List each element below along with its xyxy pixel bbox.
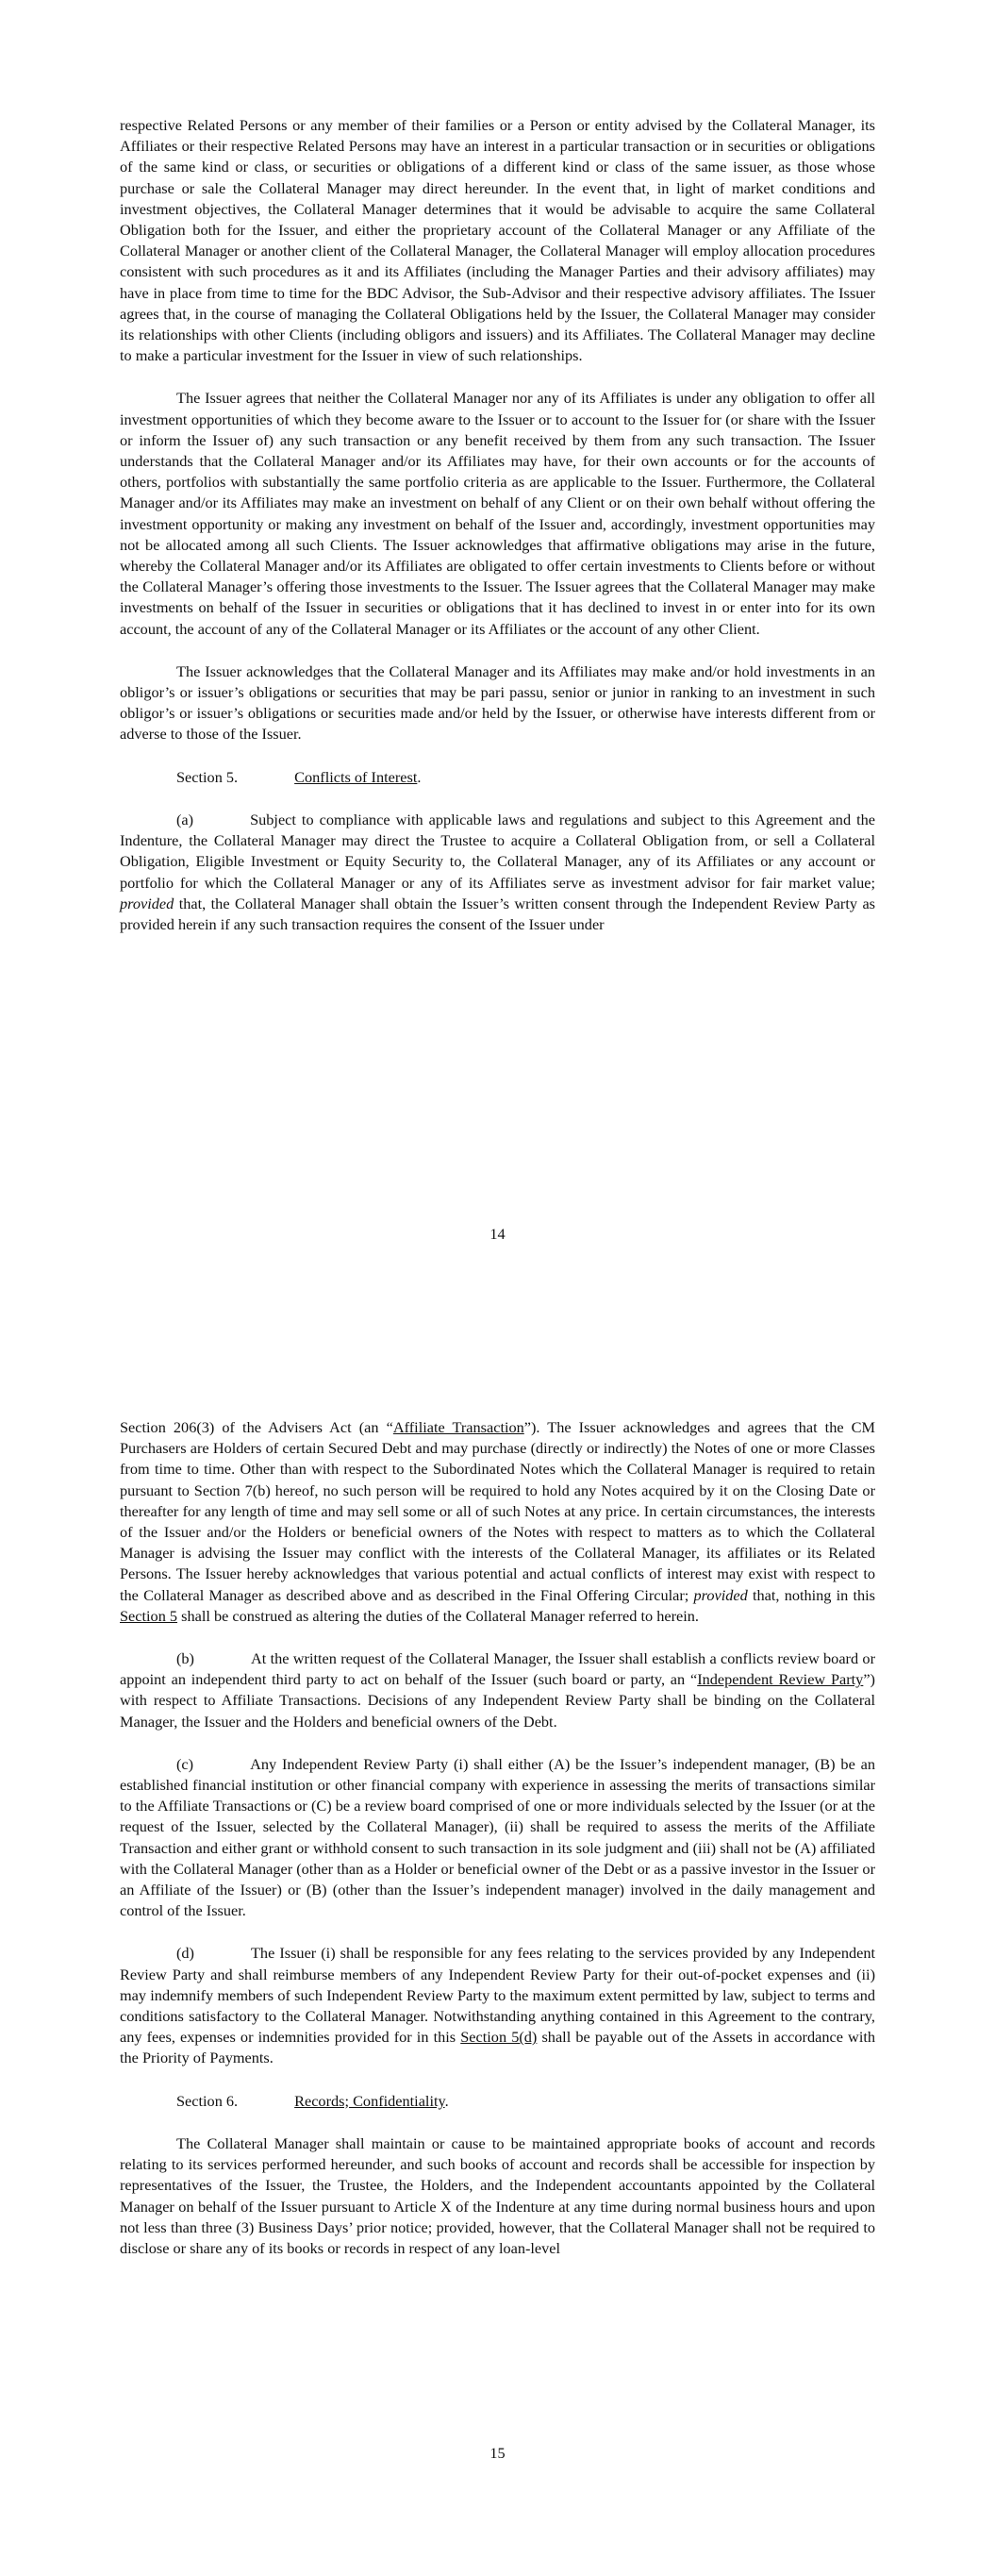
subparagraph-text: Subject to compliance with applicable laws and regulations and subject to this Agreement and the Indenture, the Collateral Manager may direct the Trustee to acquire a Collateral Obligation from, or sell a Collateral Obligation, Eligible Investment or Equity Security to, the Collateral Manager, any of its Affiliates or any account or portfolio for which the Collateral Manager or any of its Affiliates serve as investment advisor for fair market value; <box>120 810 875 892</box>
subparagraph-d <box>120 1943 875 2068</box>
document-page-15 <box>0 1288 995 2576</box>
section-title: Records; Confidentiality <box>294 2091 445 2110</box>
subparagraph-a <box>120 810 875 935</box>
subparagraph-text: The Issuer (i) shall be responsible for any fees relating to the services provided by any Independent Review Party and shall reimburse members of any Independent Review Party for their out-of-pocket expenses and (ii) may indemnify members of such Independent Review Party to the maximum extent permitted by law, subject to terms and conditions satisfactory to the Collateral Manager. Notwithstanding anything contained in this Agreement to the contrary, any fees, expenses or indemnities provided for in this <box>120 1944 875 2047</box>
section-reference: Section 5(d) <box>460 2028 538 2047</box>
paragraph-text: that, nothing in this <box>753 1585 876 1604</box>
section-number: Section 5. <box>176 767 239 786</box>
section-heading <box>120 2091 875 2112</box>
section-title-period: . <box>444 2091 449 2110</box>
section-number: Section 6. <box>176 2091 239 2110</box>
page-number: 14 <box>489 1225 506 1243</box>
subparagraph-c <box>120 1754 875 1922</box>
subparagraph-label: (c) <box>176 1754 194 1773</box>
section-heading <box>120 767 875 788</box>
subparagraph-text: that, the Collateral Manager shall obtain the Issuer’s written consent through the Independent Review Party as provided herein if any such transaction requires the consent of the Issuer under <box>120 894 876 933</box>
page-number: 15 <box>489 2444 506 2462</box>
page-body <box>120 1417 875 2281</box>
italic-term: provided <box>120 894 174 912</box>
defined-term: Affiliate Transaction <box>392 1418 524 1436</box>
section-title-period: . <box>417 767 422 786</box>
page-body <box>120 115 875 957</box>
defined-term: Independent Review Party <box>697 1670 864 1689</box>
paragraph-continuation <box>120 1417 875 1627</box>
paragraph: The Issuer agrees that neither the Collateral Manager nor any of its Affiliates is under any obligation to offer all investment opportunities of which they become aware to the Issuer or to account to the Issuer for (or share with the Issuer or inform the Issuer of) any such transaction or any benefit received by them from any such transaction. The Issuer understands that the Collateral Manager and/or its Affiliates may have, for their own accounts or for the accounts of others, portfolios with substantially the same portfolio criteria as are applicable to the Issuer. Furthermore, the Collateral Manager and/or its Affiliates may make an investment on behalf of any Client or on their own behalf without offering the investment opportunity or making any investment on behalf of the Issuer and, accordingly, investment opportunities may not be allocated among all such Clients. The Issuer acknowledges that affirmative obligations may arise in the future, whereby the Collateral Manager and/or its Affiliates are obligated to offer certain investments to Clients before or without the Collateral Manager’s offering those investments to the Issuer. The Issuer agrees that the Collateral Manager may make investments on behalf of the Issuer in securities or obligations that it has declined to invest in or enter into for its own account, the account of any of the Collateral Manager or its Affiliates or the account of any other Client. <box>120 389 875 638</box>
section-reference: Section 5 <box>120 1606 178 1625</box>
paragraph-text: Section 206(3) of the Advisers Act (an “ <box>120 1418 393 1436</box>
paragraph: The Collateral Manager shall maintain or cause to be maintained appropriate books of account and records relating to its services performed hereunder, and such books of account and records shall be accessible for inspection by representatives of the Issuer, the Trustee, the Holders, and the Independent accountants appointed by the Collateral Manager on behalf of the Issuer pursuant to Article X of the Indenture at any time during normal business hours and upon not less than three (3) Business Days’ prior notice; provided, however, that the Collateral Manager shall not be required to disclose or share any of its books or records in respect of any loan-level <box>120 2133 875 2257</box>
paragraph-text: shall be construed as altering the duties of the Collateral Manager referred to herein. <box>181 1606 699 1625</box>
paragraph: respective Related Persons or any member of their families or a Person or entity advised by the Collateral Manager, its Affiliates or their respective Related Persons may have an interest in a particular transaction or in securities or obligations of the same kind or class, or securities or obligations of a different kind or class of the same issuer, as those whose purchase or sale the Collateral Manager may direct hereunder. In the event that, in light of market conditions and investment objectives, the Collateral Manager determines that it would be advisable to acquire the same Collateral Obligation both for the Issuer, and either the proprietary account of the Collateral Manager or any Affiliate of the Collateral Manager or another client of the Collateral Manager, the Collateral Manager will employ allocation procedures consistent with such procedures as it and its Affiliates (including the Manager Parties and their advisory affiliates) may have in place from time to time for the BDC Advisor, the Sub-Advisor and their respective advisory affiliates. The Issuer agrees that, in the course of managing the Collateral Obligations held by the Issuer, the Collateral Manager may consider its relationships with other Clients (including obligors and issuers) and its Affiliates. The Collateral Manager may decline to make a particular investment for the Issuer in view of such relationships. <box>120 116 875 365</box>
subparagraph-label: (a) <box>176 810 194 828</box>
subparagraph-label: (d) <box>176 1944 194 1963</box>
paragraph-text: ”). The Issuer acknowledges and agrees that the CM Purchasers are Holders of certain Secured Debt and may purchase (directly or indirectly) the Notes of one or more Classes from time to time. Other than with respect to the Subordinated Notes which the Collateral Manager is required to retain pursuant to Section 7(b) hereof, no such person will be required to hold any Notes acquired by it on the Closing Date or thereafter for any length of time and may sell some or all of such Notes at any price. In certain circumstances, the interests of the Issuer and/or the Holders or beneficial owners of the Notes with respect to matters as to which the Collateral Manager is advising the Issuer may conflict with the interests of the Collateral Manager, its affiliates or its Related Persons. The Issuer hereby acknowledges that various potential and actual conflicts of interest may exist with respect to the Collateral Manager as described above and as described in the Final Offering Circular; <box>120 1418 875 1604</box>
paragraph: The Issuer acknowledges that the Collateral Manager and its Affiliates may make and/or hold investments in an obligor’s or issuer’s obligations or securities that may be pari passu, senior or junior in ranking to an investment in such obligor’s or issuer’s obligations or securities made and/or held by the Issuer, or otherwise have interests different from or adverse to those of the Issuer. <box>120 661 875 744</box>
subparagraph-text: Any Independent Review Party (i) shall either (A) be the Issuer’s independent manager, (B) be an established financial institution or other financial company with experience in assessing the merits of transactions similar to the Affiliate Transactions or (C) be a review board comprised of one or more individuals selected by the Issuer (or at the request of the Issuer, selected by the Collateral Manager), (ii) shall be required to assess the merits of the Affiliate Transaction and either grant or withhold consent to such transaction in its sole judgment and (iii) shall not be (A) affiliated with the Collateral Manager (other than as a Holder or beneficial owner of the Debt or as a passive investor in the Issuer or an Affiliate of the Issuer) or (B) (other than the Issuer’s independent manager) involved in the daily management and control of the Issuer. <box>120 1754 875 1920</box>
subparagraph-text: shall be payable out of the Assets in accordance with the Priority of Payments. <box>120 2028 876 2067</box>
subparagraph-text: At the written request of the Collateral Manager, the Issuer shall establish a conflicts review board or appoint an independent third party to act on behalf of the Issuer (such board or party, an “ <box>120 1649 875 1689</box>
subparagraph-label: (b) <box>176 1649 194 1668</box>
subparagraph-text: ”) with respect to Affiliate Transactions. Decisions of any Independent Review Party shall be binding on the Collateral Manager, the Issuer and the Holders and beneficial owners of the Debt. <box>120 1670 875 1731</box>
italic-term: provided <box>693 1585 748 1604</box>
section-title: Conflicts of Interest <box>294 767 418 786</box>
subparagraph-b <box>120 1648 875 1732</box>
